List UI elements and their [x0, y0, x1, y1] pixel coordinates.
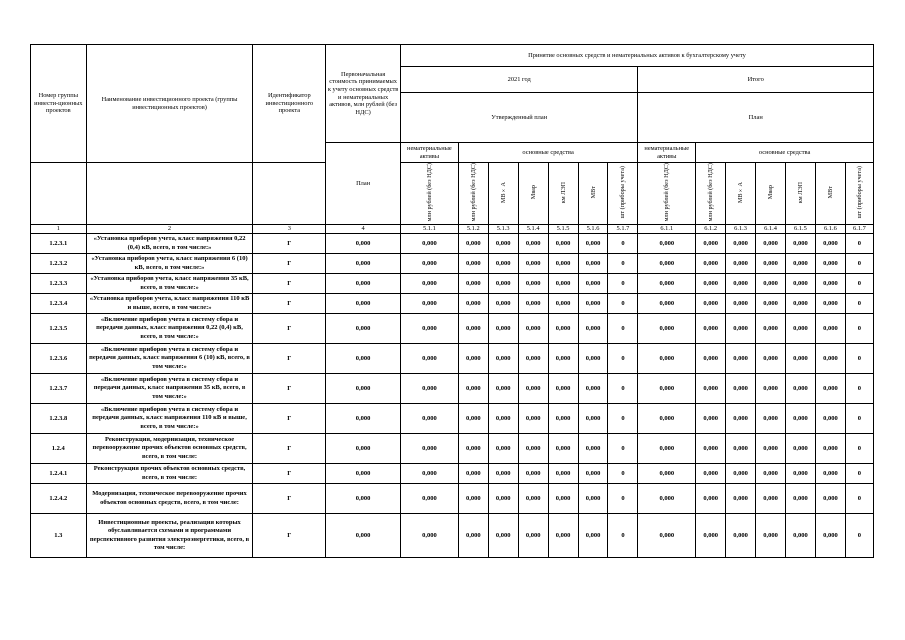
- row-value: 0,000: [518, 344, 548, 374]
- subcol-label: МВ×А: [499, 181, 507, 203]
- row-value: 0,000: [756, 344, 786, 374]
- row-number: 1.2.3.8: [31, 404, 87, 434]
- subcol-label: Мвар: [529, 185, 537, 200]
- column-number: 6.1.6: [815, 225, 845, 234]
- subcol-label: Мвар: [767, 185, 774, 200]
- column-number: 5.1.6: [578, 225, 608, 234]
- row-value: 0,000: [548, 374, 578, 404]
- row-value: 0,000: [401, 464, 459, 484]
- row-value: 0,000: [638, 484, 696, 514]
- row-value: 0,000: [458, 274, 488, 294]
- subcol-label: шт (приборы учета): [855, 166, 863, 219]
- row-value: 0,000: [488, 274, 518, 294]
- header-initial-cost: Первоначальная стоимость принимаемых к учету основных средств и нематериальных активов, млн рублей (без НДС): [326, 45, 401, 143]
- row-value: 0,000: [726, 404, 756, 434]
- row-value: 0,000: [401, 314, 459, 344]
- row-value: 0,000: [401, 374, 459, 404]
- subcol-label: МВт: [589, 186, 597, 199]
- column-number: 5.1.2: [458, 225, 488, 234]
- row-value: 0,000: [726, 234, 756, 254]
- row-value: 0,000: [488, 464, 518, 484]
- row-value: 0,000: [578, 234, 608, 254]
- row-value: 0: [608, 404, 638, 434]
- row-value: 0,000: [756, 254, 786, 274]
- row-value: 0,000: [458, 234, 488, 254]
- column-number: 4: [326, 225, 401, 234]
- row-value: 0,000: [726, 514, 756, 558]
- row-name: «Включение приборов учета в систему сбора и передачи данных, класс напряжения 35 кВ, всего, в том числе:»: [86, 374, 253, 404]
- row-value: 0,000: [815, 434, 845, 464]
- row-value: 0,000: [638, 514, 696, 558]
- column-number: 5.1.1: [401, 225, 459, 234]
- row-value: 0,000: [696, 344, 726, 374]
- row-name: «Установка приборов учета, класс напряжения 35 кВ, всего, в том числе:»: [86, 274, 253, 294]
- row-value: 0,000: [785, 434, 815, 464]
- subcol-label: км ЛЭП: [796, 181, 804, 203]
- row-value: 0,000: [518, 274, 548, 294]
- row-value: 0,000: [756, 234, 786, 254]
- row-value: 0,000: [696, 234, 726, 254]
- row-value: 0,000: [488, 294, 518, 314]
- subcol-header: [608, 163, 638, 225]
- row-value: 0: [845, 314, 873, 344]
- row-value: 0,000: [578, 254, 608, 274]
- row-value: 0,000: [785, 314, 815, 344]
- row-value: 0: [845, 374, 873, 404]
- row-value: 0,000: [458, 254, 488, 274]
- column-number: 6.1.4: [756, 225, 786, 234]
- row-value: 0,000: [578, 314, 608, 344]
- row-value: 0,000: [518, 484, 548, 514]
- header-project-name-cont: [86, 163, 253, 225]
- row-value: 0,000: [726, 374, 756, 404]
- row-number: 1.2.4.1: [31, 464, 87, 484]
- column-number: 1: [31, 225, 87, 234]
- row-value: 0: [608, 294, 638, 314]
- row-value: 0,000: [726, 294, 756, 314]
- row-value: 0: [845, 404, 873, 434]
- table-row: [31, 464, 874, 484]
- investment-table: [30, 44, 874, 558]
- row-value: 0,000: [518, 464, 548, 484]
- row-value: 0,000: [488, 484, 518, 514]
- row-name: «Включение приборов учета в систему сбора и передачи данных, класс напряжения 0,22 (0,4) кВ, всего, в том числе:»: [86, 314, 253, 344]
- row-value: 0,000: [548, 464, 578, 484]
- subcol-header: [696, 163, 726, 225]
- row-value: 0: [845, 484, 873, 514]
- row-plan: 0,000: [326, 464, 401, 484]
- table-row: [31, 374, 874, 404]
- row-value: 0,000: [458, 294, 488, 314]
- row-identifier: Г: [253, 314, 326, 344]
- header-project-name: Наименование инвестиционного проекта (группы инвестиционных проектов): [86, 45, 253, 163]
- row-plan: 0,000: [326, 254, 401, 274]
- header-year-2021: 2021 год: [401, 67, 638, 93]
- row-number: 1.2.3.7: [31, 374, 87, 404]
- row-value: 0,000: [726, 434, 756, 464]
- row-plan: 0,000: [326, 314, 401, 344]
- row-plan: 0,000: [326, 514, 401, 558]
- row-value: 0,000: [548, 274, 578, 294]
- row-number: 1.3: [31, 514, 87, 558]
- row-value: 0,000: [815, 514, 845, 558]
- row-name: «Установка приборов учета, класс напряжения 6 (10) кВ, всего, в том числе:»: [86, 254, 253, 274]
- row-value: 0,000: [638, 434, 696, 464]
- row-value: 0,000: [785, 234, 815, 254]
- subcol-header: [518, 163, 548, 225]
- row-value: 0,000: [518, 294, 548, 314]
- row-identifier: Г: [253, 294, 326, 314]
- row-value: 0,000: [638, 254, 696, 274]
- row-number: 1.2.3.6: [31, 344, 87, 374]
- row-value: 0,000: [401, 234, 459, 254]
- subcol-header: [785, 163, 815, 225]
- row-value: 0: [608, 254, 638, 274]
- table-row: [31, 294, 874, 314]
- row-value: 0,000: [726, 484, 756, 514]
- row-value: 0,000: [696, 464, 726, 484]
- row-value: 0,000: [458, 314, 488, 344]
- row-number: 1.2.3.3: [31, 274, 87, 294]
- row-value: 0,000: [696, 314, 726, 344]
- column-number: 6.1.3: [726, 225, 756, 234]
- row-value: 0,000: [726, 274, 756, 294]
- row-value: 0,000: [815, 234, 845, 254]
- subcol-label: МВ×А: [737, 181, 745, 203]
- row-identifier: Г: [253, 374, 326, 404]
- column-number: 6.1.7: [845, 225, 873, 234]
- row-value: 0,000: [458, 464, 488, 484]
- row-value: 0,000: [548, 514, 578, 558]
- subcol-label: МВт: [826, 186, 834, 199]
- row-name: «Установка приборов учета, класс напряжения 110 кВ и выше, всего, в том числе:»: [86, 294, 253, 314]
- row-value: 0,000: [548, 234, 578, 254]
- row-value: 0: [845, 344, 873, 374]
- column-number: 3: [253, 225, 326, 234]
- row-identifier: Г: [253, 404, 326, 434]
- row-value: 0,000: [488, 254, 518, 274]
- row-value: 0,000: [696, 254, 726, 274]
- subcol-header: [756, 163, 786, 225]
- column-number: 6.1.5: [785, 225, 815, 234]
- row-name: «Установка приборов учета, класс напряжения 0,22 (0,4) кВ, всего, в том числе:»: [86, 234, 253, 254]
- row-value: 0,000: [578, 374, 608, 404]
- row-value: 0: [608, 234, 638, 254]
- row-value: 0,000: [401, 404, 459, 434]
- row-value: 0,000: [488, 314, 518, 344]
- row-value: 0,000: [785, 464, 815, 484]
- table-row: [31, 344, 874, 374]
- row-plan: 0,000: [326, 294, 401, 314]
- row-value: 0,000: [815, 314, 845, 344]
- subcol-header: [726, 163, 756, 225]
- row-value: 0,000: [696, 514, 726, 558]
- row-value: 0,000: [548, 294, 578, 314]
- header-total: Итого: [638, 67, 874, 93]
- row-value: 0,000: [785, 404, 815, 434]
- row-value: 0,000: [488, 344, 518, 374]
- row-plan: 0,000: [326, 374, 401, 404]
- row-name: «Включение приборов учета в систему сбора и передачи данных, класс напряжения 110 кВ и выше, всего, в том числе:»: [86, 404, 253, 434]
- row-value: 0,000: [756, 514, 786, 558]
- row-value: 0,000: [401, 294, 459, 314]
- row-value: 0,000: [401, 274, 459, 294]
- row-value: 0,000: [696, 404, 726, 434]
- row-value: 0,000: [548, 484, 578, 514]
- header-intangible-1: нематериальные активы: [401, 143, 459, 163]
- row-value: 0,000: [578, 484, 608, 514]
- row-value: 0,000: [458, 374, 488, 404]
- row-value: 0,000: [548, 254, 578, 274]
- row-value: 0,000: [488, 434, 518, 464]
- row-value: 0,000: [638, 344, 696, 374]
- row-identifier: Г: [253, 234, 326, 254]
- table-row: [31, 234, 874, 254]
- row-value: 0,000: [578, 344, 608, 374]
- subcol-label: млн рублей (без НДС): [469, 163, 477, 222]
- row-identifier: Г: [253, 514, 326, 558]
- row-name: Инвестиционные проекты, реализация которых обуславливается схемами и программами перспективного развития электроэнергетики, всего, в том числе:: [86, 514, 253, 558]
- row-value: 0,000: [401, 254, 459, 274]
- row-value: 0,000: [638, 274, 696, 294]
- table-row: [31, 434, 874, 464]
- row-value: 0,000: [726, 344, 756, 374]
- row-value: 0,000: [785, 344, 815, 374]
- row-value: 0,000: [638, 464, 696, 484]
- row-value: 0,000: [696, 274, 726, 294]
- row-identifier: Г: [253, 254, 326, 274]
- table-row: [31, 404, 874, 434]
- row-identifier: Г: [253, 344, 326, 374]
- row-value: 0,000: [815, 464, 845, 484]
- row-name: Реконструкция прочих объектов основных средств, всего, в том числе:: [86, 464, 253, 484]
- row-value: 0,000: [578, 274, 608, 294]
- header-group-number-cont: [31, 163, 87, 225]
- row-value: 0,000: [638, 234, 696, 254]
- row-value: 0: [608, 514, 638, 558]
- row-value: 0,000: [638, 294, 696, 314]
- row-value: 0,000: [815, 344, 845, 374]
- row-plan: 0,000: [326, 234, 401, 254]
- row-value: 0,000: [696, 294, 726, 314]
- row-value: 0,000: [815, 294, 845, 314]
- table-row: [31, 274, 874, 294]
- row-value: 0,000: [578, 434, 608, 464]
- column-number: 6.1.1: [638, 225, 696, 234]
- column-number: 6.1.2: [696, 225, 726, 234]
- row-value: 0,000: [785, 484, 815, 514]
- subcol-label: км ЛЭП: [559, 181, 567, 203]
- row-value: 0: [608, 314, 638, 344]
- row-value: 0,000: [578, 514, 608, 558]
- table-row: [31, 514, 874, 558]
- row-value: 0,000: [815, 254, 845, 274]
- row-value: 0,000: [756, 374, 786, 404]
- row-identifier: Г: [253, 434, 326, 464]
- row-name: Реконструкция, модернизация, техническое перевооружение прочих объектов основных средств, всего, в том числе:: [86, 434, 253, 464]
- row-value: 0: [608, 374, 638, 404]
- row-value: 0: [845, 274, 873, 294]
- row-value: 0,000: [458, 344, 488, 374]
- subcol-header: [548, 163, 578, 225]
- header-fixed-assets-2: основные средства: [696, 143, 874, 163]
- row-value: 0,000: [518, 234, 548, 254]
- subcol-header: [458, 163, 488, 225]
- row-value: 0,000: [578, 464, 608, 484]
- row-value: 0,000: [696, 484, 726, 514]
- row-value: 0,000: [756, 314, 786, 344]
- subcol-label: млн рублей (без НДС): [425, 163, 433, 222]
- row-value: 0,000: [518, 434, 548, 464]
- table-row: [31, 254, 874, 274]
- row-value: 0,000: [401, 514, 459, 558]
- column-number: 5.1.4: [518, 225, 548, 234]
- row-value: 0,000: [726, 314, 756, 344]
- row-value: 0: [608, 274, 638, 294]
- column-number: 5.1.5: [548, 225, 578, 234]
- subcol-header: [845, 163, 873, 225]
- row-value: 0,000: [488, 234, 518, 254]
- row-value: 0,000: [548, 314, 578, 344]
- subcol-header: [401, 163, 459, 225]
- header-plan-total: План: [638, 93, 874, 143]
- row-value: 0,000: [518, 254, 548, 274]
- header-identifier: Идентификатор инвестиционного проекта: [253, 45, 326, 163]
- row-value: 0,000: [785, 274, 815, 294]
- subcol-header: [638, 163, 696, 225]
- header-identifier-cont: [253, 163, 326, 225]
- row-value: 0,000: [638, 404, 696, 434]
- row-value: 0,000: [578, 404, 608, 434]
- row-value: 0,000: [785, 374, 815, 404]
- row-value: 0: [845, 294, 873, 314]
- row-value: 0,000: [696, 374, 726, 404]
- row-value: 0,000: [458, 484, 488, 514]
- row-value: 0,000: [696, 434, 726, 464]
- header-acceptance: Принятие основных средств и нематериальных активов к бухгалтерскому учету: [401, 45, 874, 67]
- row-value: 0,000: [785, 254, 815, 274]
- row-identifier: Г: [253, 464, 326, 484]
- row-value: 0,000: [756, 434, 786, 464]
- row-value: 0: [608, 484, 638, 514]
- header-fixed-assets-1: основные средства: [458, 143, 638, 163]
- column-number: 5.1.7: [608, 225, 638, 234]
- row-value: 0,000: [638, 314, 696, 344]
- row-value: 0,000: [488, 514, 518, 558]
- row-identifier: Г: [253, 484, 326, 514]
- row-number: 1.2.4: [31, 434, 87, 464]
- row-number: 1.2.3.1: [31, 234, 87, 254]
- row-value: 0,000: [815, 484, 845, 514]
- row-number: 1.2.3.5: [31, 314, 87, 344]
- row-value: 0,000: [815, 274, 845, 294]
- row-value: 0,000: [815, 404, 845, 434]
- row-value: 0: [845, 514, 873, 558]
- row-name: «Включение приборов учета в систему сбора и передачи данных, класс напряжения 6 (10) кВ, всего, в том числе:»: [86, 344, 253, 374]
- row-value: 0: [845, 464, 873, 484]
- row-value: 0,000: [756, 464, 786, 484]
- table-row: [31, 484, 874, 514]
- row-value: 0: [845, 234, 873, 254]
- subcol-label: шт (приборы учета): [619, 166, 627, 219]
- row-value: 0: [845, 254, 873, 274]
- subcol-header: [815, 163, 845, 225]
- row-plan: 0,000: [326, 404, 401, 434]
- row-value: 0: [608, 464, 638, 484]
- row-value: 0,000: [458, 514, 488, 558]
- subcol-label: млн рублей (без НДС): [663, 163, 671, 222]
- header-approved-plan: Утвержденный план: [401, 93, 638, 143]
- header-intangible-2: нематериальные активы: [638, 143, 696, 163]
- row-value: 0: [845, 434, 873, 464]
- subcol-label: млн рублей (без НДС): [707, 163, 715, 222]
- row-value: 0,000: [401, 344, 459, 374]
- row-plan: 0,000: [326, 344, 401, 374]
- subcol-header: [488, 163, 518, 225]
- row-value: 0,000: [638, 374, 696, 404]
- column-number: 5.1.3: [488, 225, 518, 234]
- row-value: 0,000: [401, 434, 459, 464]
- row-value: 0,000: [401, 484, 459, 514]
- row-number: 1.2.3.2: [31, 254, 87, 274]
- row-value: 0,000: [756, 484, 786, 514]
- row-value: 0,000: [488, 374, 518, 404]
- row-value: 0: [608, 434, 638, 464]
- table-row: [31, 314, 874, 344]
- row-plan: 0,000: [326, 274, 401, 294]
- row-value: 0,000: [785, 294, 815, 314]
- row-value: 0,000: [726, 464, 756, 484]
- row-value: 0,000: [578, 294, 608, 314]
- row-value: 0: [608, 344, 638, 374]
- row-value: 0,000: [756, 294, 786, 314]
- row-value: 0,000: [548, 344, 578, 374]
- row-value: 0,000: [518, 514, 548, 558]
- row-value: 0,000: [458, 434, 488, 464]
- subcol-header: [578, 163, 608, 225]
- row-number: 1.2.3.4: [31, 294, 87, 314]
- row-value: 0,000: [518, 374, 548, 404]
- row-value: 0,000: [726, 254, 756, 274]
- row-value: 0,000: [488, 404, 518, 434]
- row-plan: 0,000: [326, 484, 401, 514]
- column-number: 2: [86, 225, 253, 234]
- row-value: 0,000: [458, 404, 488, 434]
- row-number: 1.2.4.2: [31, 484, 87, 514]
- row-name: Модернизация, техническое перевооружение прочих объектов основных средств, всего, в том числе:: [86, 484, 253, 514]
- row-plan: 0,000: [326, 434, 401, 464]
- row-value: 0,000: [756, 404, 786, 434]
- row-identifier: Г: [253, 274, 326, 294]
- row-value: 0,000: [815, 374, 845, 404]
- header-group-number: Номер группы инвести-ционных проектов: [31, 45, 87, 163]
- row-value: 0,000: [548, 404, 578, 434]
- row-value: 0,000: [518, 314, 548, 344]
- row-value: 0,000: [548, 434, 578, 464]
- header-plan: План: [326, 143, 401, 225]
- row-value: 0,000: [518, 404, 548, 434]
- row-value: 0,000: [756, 274, 786, 294]
- row-value: 0,000: [785, 514, 815, 558]
